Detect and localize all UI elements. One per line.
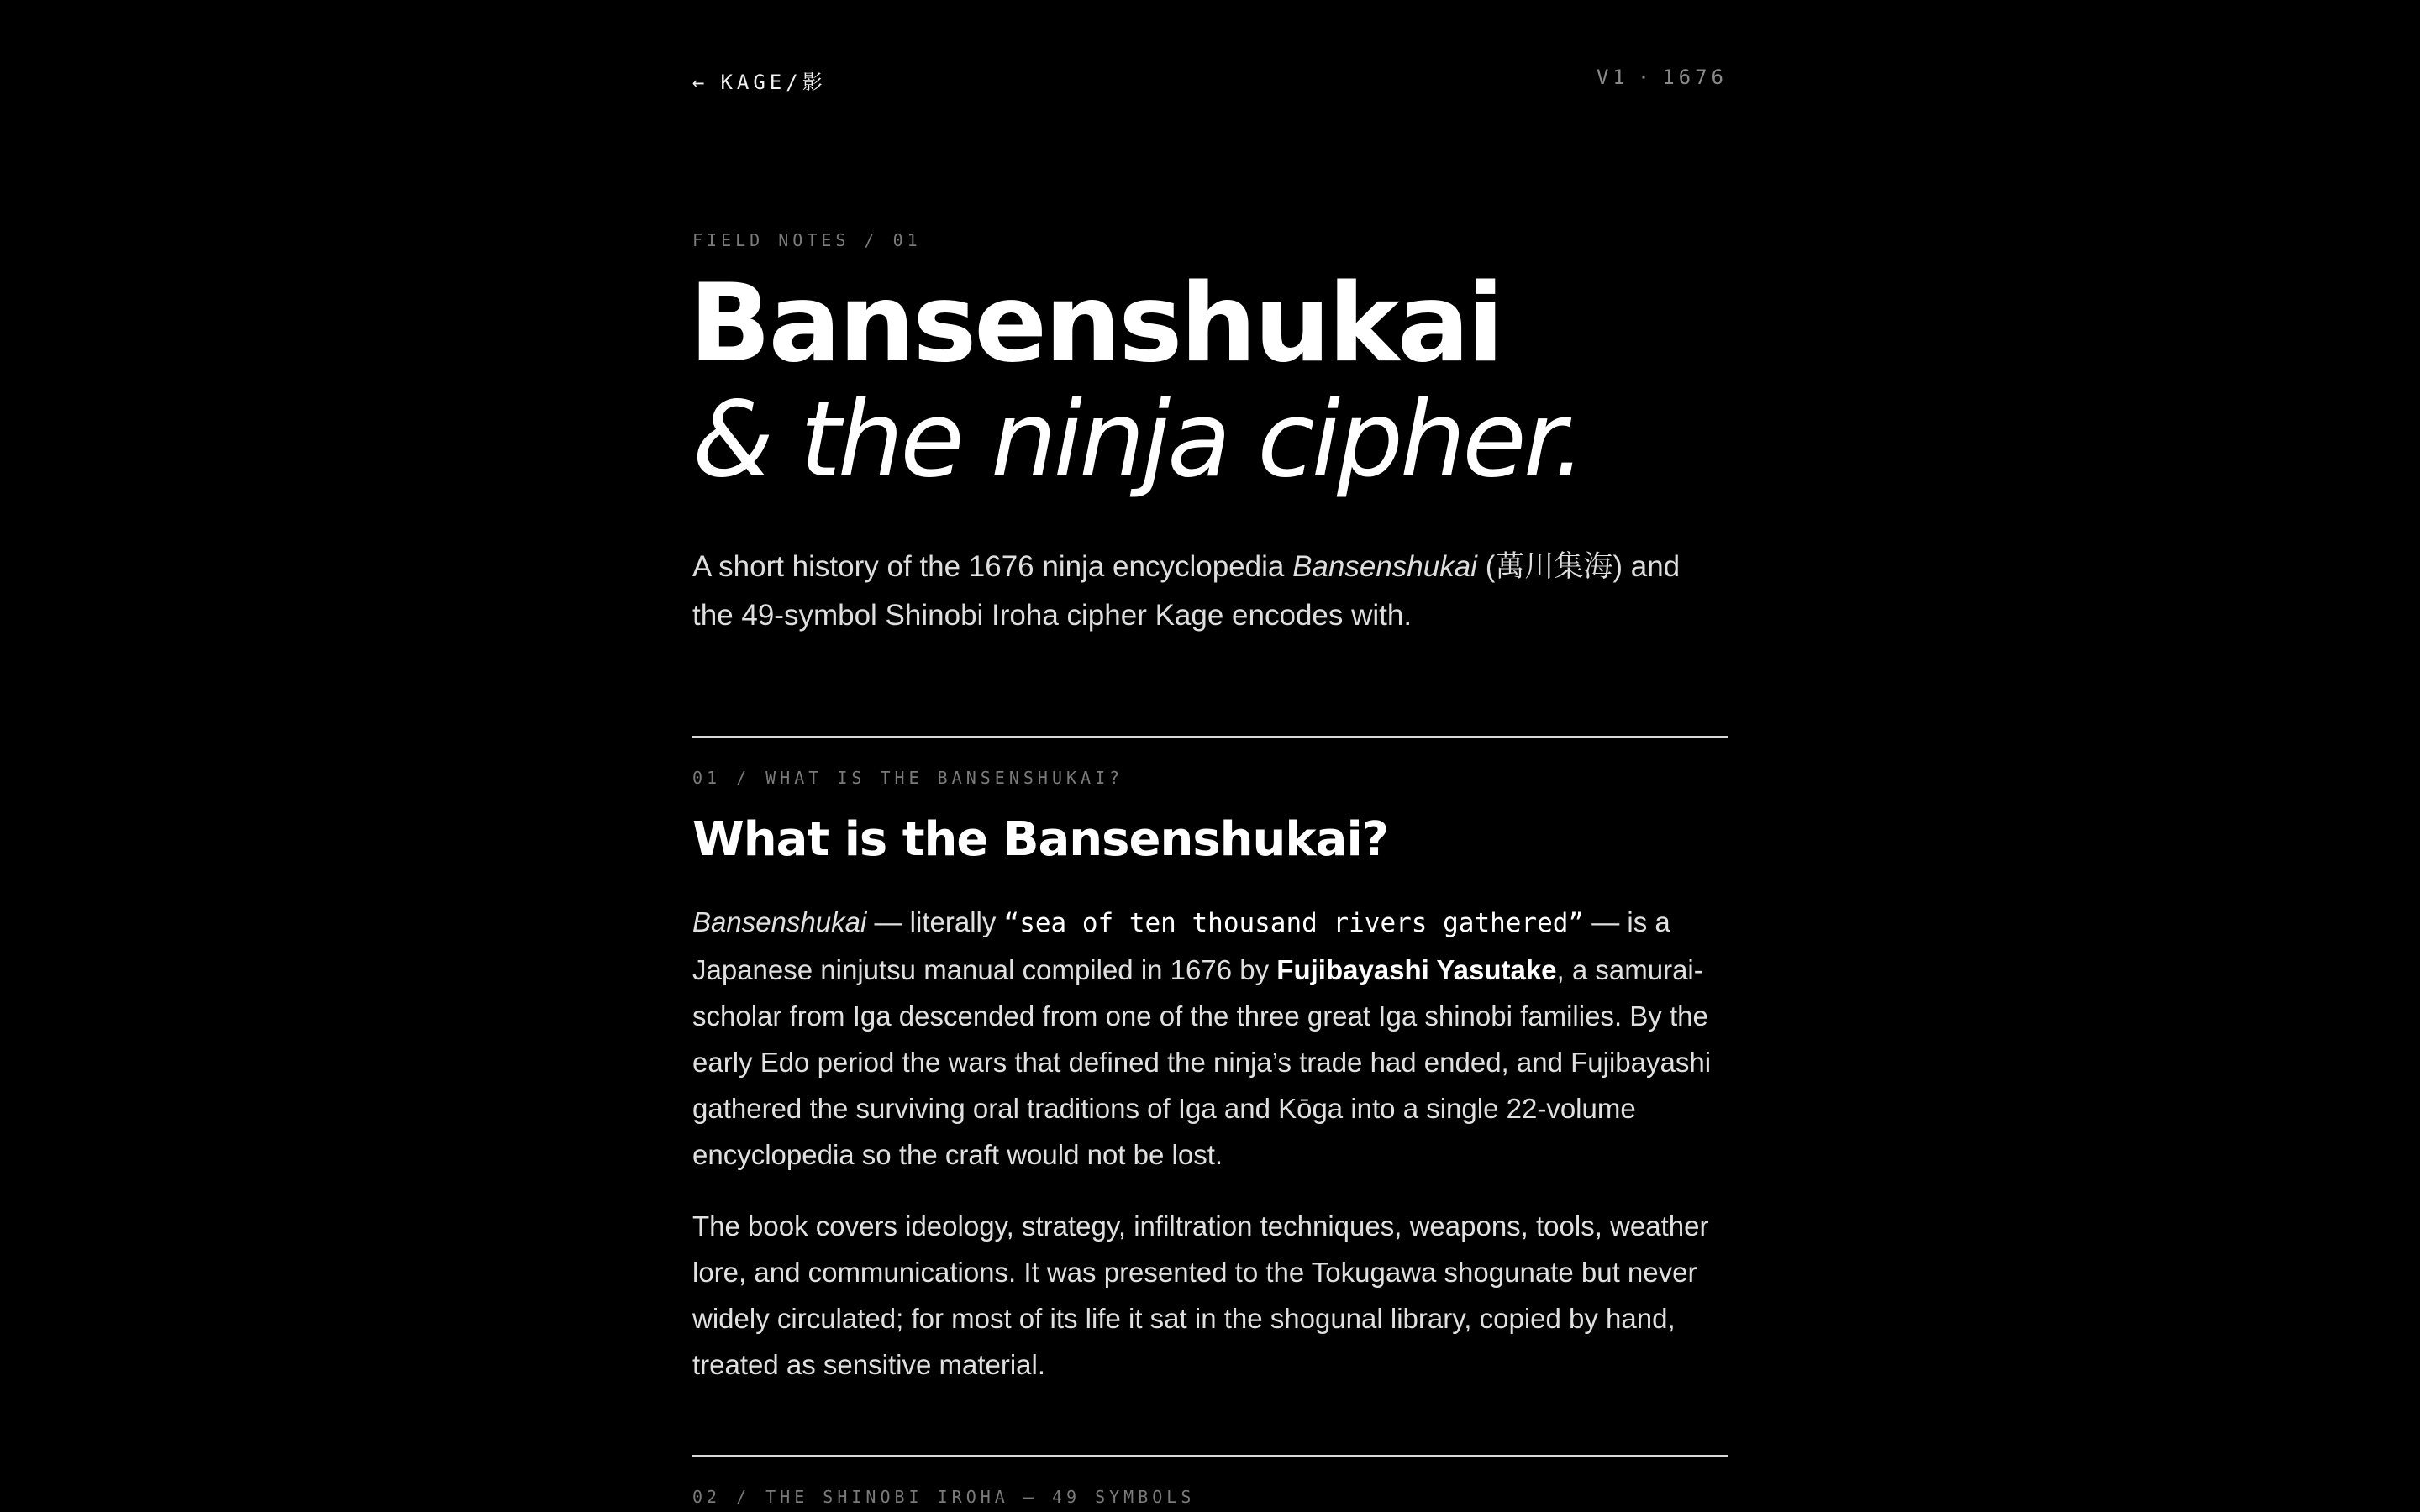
hero-eyebrow: FIELD NOTES / 01 — [692, 230, 922, 250]
page-title: Bansenshukai — [689, 261, 1502, 386]
para-term: Bansenshukai — [692, 906, 867, 937]
version-separator: · — [1637, 66, 1655, 89]
section-divider — [692, 736, 1728, 738]
para-text-2: — is a Japanese ninjutsu manual compiled in 1676 by — [692, 906, 1670, 985]
version-year: 1676 — [1662, 66, 1728, 89]
section-number: 01 — [692, 768, 722, 788]
back-arrow-icon: ← — [692, 71, 709, 94]
para-text-3: , a samurai-scholar from Iga descended from one of the three great Iga shinobi families. By the early Edo period the wars that defined the ninja’s trade had ended, and Fujibayashi gathered the surviving oral traditions of Iga and Kōga into a single 22-volume encyclopedia so the craft would not be lost. — [692, 954, 1712, 1170]
section-paragraph-2: The book covers ideology, strategy, infiltration techniques, weapons, tools, weather lore, and communications. It was presented to the Tokugawa shogunate but never widely circulated; for most of its life it sat in the shogunal library, copied by hand, treated as sensitive material. — [692, 1210, 1709, 1380]
back-link-label: KAGE/影 — [720, 71, 827, 94]
section-heading: What is the Bansenshukai? — [692, 812, 1389, 867]
version-tag — [1597, 66, 1728, 89]
section-label-text: THE SHINOBI IROHA — 49 SYMBOLS — [765, 1487, 1196, 1507]
section-label-separator: / — [736, 1487, 751, 1507]
top-bar — [692, 66, 1728, 96]
para-translation: “sea of ten thousand rivers gathered” — [1003, 908, 1585, 938]
section-number: 02 — [692, 1487, 722, 1507]
lede-text-2: (萬川集海) and the 49-symbol Shinobi Iroha cipher Kage encodes with. — [692, 550, 1681, 632]
para-author: Fujibayashi Yasutake — [1276, 954, 1557, 985]
hero-lede — [692, 543, 1728, 640]
lede-text-1: A short history of the 1676 ninja encyclopedia — [692, 550, 1293, 583]
version-label: V1 — [1596, 66, 1629, 89]
para-text-1: — literally — [866, 906, 1004, 937]
section-label-text: WHAT IS THE BANSENSHUKAI? — [765, 768, 1124, 788]
section-label-01 — [692, 768, 1123, 788]
section-label-separator: / — [736, 768, 751, 788]
page-subtitle: & the ninja cipher. — [692, 380, 1583, 501]
section-divider — [692, 1455, 1728, 1457]
lede-book-title: Bansenshukai — [1292, 550, 1477, 583]
section-label-02 — [692, 1487, 1195, 1507]
section-paragraph-1 — [692, 899, 1728, 1178]
back-link[interactable] — [692, 66, 827, 95]
